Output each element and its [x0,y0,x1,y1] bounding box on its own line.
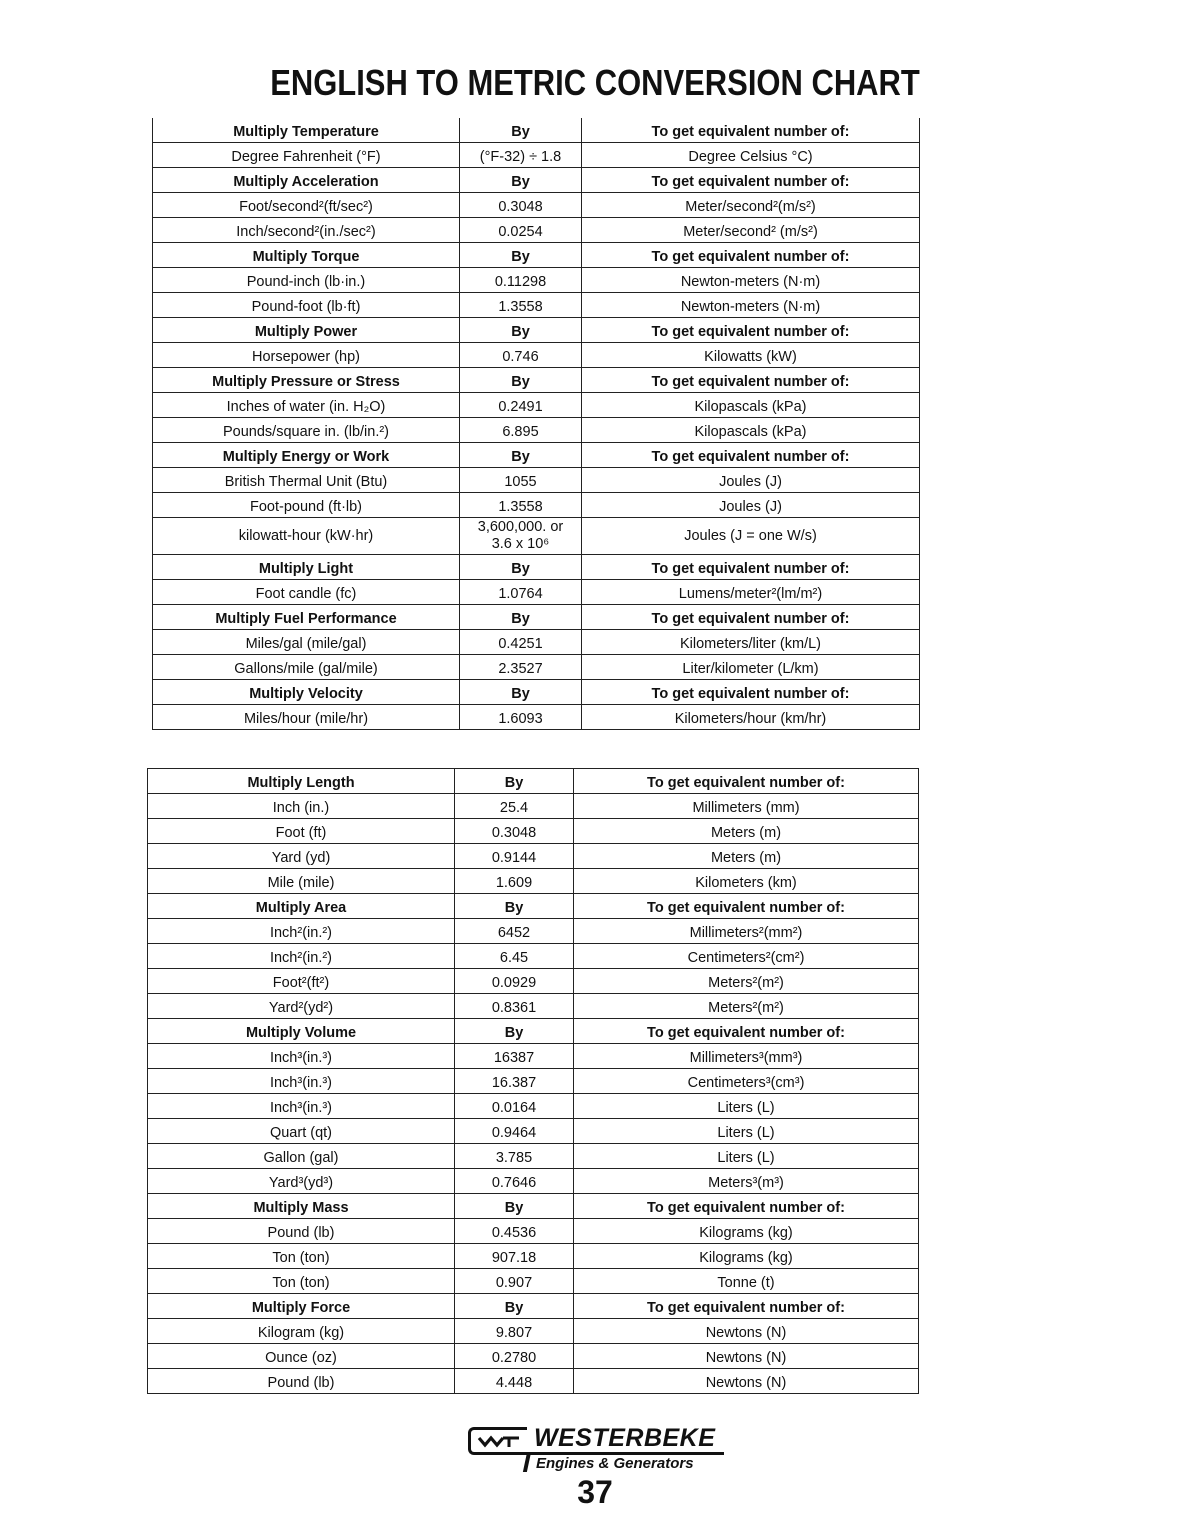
factor-cell: 0.4251 [460,630,582,655]
table-row [148,1219,919,1244]
by-header-cell: By [460,555,582,580]
from-unit-cell: Inch (in.) [148,794,455,819]
result-header-cell: To get equivalent number of: [582,368,920,393]
from-unit-cell: Inch³(in.³) [148,1069,455,1094]
table-row [148,1319,919,1344]
by-header-cell: By [455,894,574,919]
section-header-row [153,605,920,630]
to-unit-cell: Meter/second² (m/s²) [582,218,920,243]
from-unit-cell: Foot/second²(ft/sec²) [153,193,460,218]
section-title-cell: Multiply Acceleration [153,168,460,193]
table-row [148,994,919,1019]
factor-cell: 9.807 [455,1319,574,1344]
section-title-cell: Multiply Temperature [153,118,460,143]
by-header-cell: By [460,168,582,193]
from-unit-cell: Foot (ft) [148,819,455,844]
table-row [148,844,919,869]
to-unit-cell: Joules (J) [582,468,920,493]
table-row [153,393,920,418]
from-unit-cell: kilowatt-hour (kW·hr) [153,518,460,555]
by-header-cell: By [455,1019,574,1044]
section-header-row [153,680,920,705]
from-unit-cell: Foot-pound (ft·lb) [153,493,460,518]
factor-cell: 1.6093 [460,705,582,730]
from-unit-cell: Foot²(ft²) [148,969,455,994]
factor-cell: 0.2780 [455,1344,574,1369]
section-title-cell: Multiply Volume [148,1019,455,1044]
table-row [148,1144,919,1169]
table-row [153,193,920,218]
factor-cell: 0.7646 [455,1169,574,1194]
table-row [148,1119,919,1144]
section-title-cell: Multiply Velocity [153,680,460,705]
from-unit-cell: Inch³(in.³) [148,1094,455,1119]
table-row [153,293,920,318]
to-unit-cell: Meters (m) [574,819,919,844]
table-row [148,819,919,844]
section-title-cell: Multiply Area [148,894,455,919]
conversion-table-lower [147,768,919,1394]
table-row [153,468,920,493]
table-row [153,143,920,168]
table-row [148,869,919,894]
from-unit-cell: Inches of water (in. H₂O) [153,393,460,418]
by-header-cell: By [460,243,582,268]
table-row [148,1244,919,1269]
table-row [153,518,920,555]
from-unit-cell: Inch²(in.²) [148,944,455,969]
from-unit-cell: Foot candle (fc) [153,580,460,605]
table-row [153,655,920,680]
section-header-row [153,118,920,143]
table-row [153,630,920,655]
section-title-cell: Multiply Light [153,555,460,580]
from-unit-cell: Inch/second²(in./sec²) [153,218,460,243]
factor-cell: 0.9144 [455,844,574,869]
to-unit-cell: Millimeters²(mm²) [574,919,919,944]
table-row [148,1169,919,1194]
result-header-cell: To get equivalent number of: [582,680,920,705]
to-unit-cell: Meters²(m²) [574,994,919,1019]
table-row [148,1369,919,1394]
by-header-cell: By [460,605,582,630]
to-unit-cell: Newtons (N) [574,1344,919,1369]
to-unit-cell: Meters²(m²) [574,969,919,994]
westerbeke-logo [468,1424,728,1474]
factor-cell [460,518,582,555]
factor-cell: 6.45 [455,944,574,969]
result-header-cell: To get equivalent number of: [582,443,920,468]
to-unit-cell: Centimeters³(cm³) [574,1069,919,1094]
factor-cell: 0.907 [455,1269,574,1294]
section-header-row [153,443,920,468]
table-row [148,969,919,994]
to-unit-cell: Newton-meters (N·m) [582,268,920,293]
by-header-cell: By [455,1194,574,1219]
to-unit-cell: Liters (L) [574,1119,919,1144]
to-unit-cell: Kilometers/liter (km/L) [582,630,920,655]
factor-cell: 0.0929 [455,969,574,994]
section-title-cell: Multiply Fuel Performance [153,605,460,630]
from-unit-cell: Pound-inch (lb·in.) [153,268,460,293]
from-unit-cell: Pound (lb) [148,1369,455,1394]
to-unit-cell: Meters³(m³) [574,1169,919,1194]
to-unit-cell: Tonne (t) [574,1269,919,1294]
result-header-cell: To get equivalent number of: [574,894,919,919]
to-unit-cell: Newtons (N) [574,1369,919,1394]
factor-cell: 907.18 [455,1244,574,1269]
section-header-row [153,168,920,193]
from-unit-cell: Pounds/square in. (lb/in.²) [153,418,460,443]
factor-cell: 1.609 [455,869,574,894]
result-header-cell: To get equivalent number of: [582,605,920,630]
to-unit-cell: Meters (m) [574,844,919,869]
factor-cell: 0.0254 [460,218,582,243]
from-unit-cell: Ton (ton) [148,1269,455,1294]
to-unit-cell: Kilometers/hour (km/hr) [582,705,920,730]
section-title-cell: Multiply Mass [148,1194,455,1219]
from-unit-cell: Yard³(yd³) [148,1169,455,1194]
to-unit-cell: Centimeters²(cm²) [574,944,919,969]
section-title-cell: Multiply Power [153,318,460,343]
by-header-cell: By [460,443,582,468]
section-header-row [148,1019,919,1044]
section-header-row [153,368,920,393]
factor-cell: 0.3048 [460,193,582,218]
factor-cell: 0.11298 [460,268,582,293]
to-unit-cell: Millimeters³(mm³) [574,1044,919,1069]
factor-cell: 0.3048 [455,819,574,844]
from-unit-cell: Quart (qt) [148,1119,455,1144]
table-row [148,1044,919,1069]
table-row [153,580,920,605]
to-unit-cell: Kilograms (kg) [574,1244,919,1269]
factor-cell: 6452 [455,919,574,944]
to-unit-cell: Lumens/meter²(lm/m²) [582,580,920,605]
result-header-cell: To get equivalent number of: [574,1194,919,1219]
result-header-cell: To get equivalent number of: [582,318,920,343]
by-header-cell: By [455,769,574,794]
table-row [153,493,920,518]
page-number: 37 [577,1474,613,1510]
from-unit-cell: Kilogram (kg) [148,1319,455,1344]
factor-cell: 16387 [455,1044,574,1069]
table-row [153,705,920,730]
from-unit-cell: British Thermal Unit (Btu) [153,468,460,493]
to-unit-cell: Liter/kilometer (L/km) [582,655,920,680]
table-row [148,919,919,944]
to-unit-cell: Newtons (N) [574,1319,919,1344]
from-unit-cell: Degree Fahrenheit (°F) [153,143,460,168]
from-unit-cell: Ton (ton) [148,1244,455,1269]
section-title-cell: Multiply Pressure or Stress [153,368,460,393]
to-unit-cell: Millimeters (mm) [574,794,919,819]
result-header-cell: To get equivalent number of: [582,555,920,580]
section-title-cell: Multiply Energy or Work [153,443,460,468]
result-header-cell: To get equivalent number of: [582,118,920,143]
table-row [153,268,920,293]
table-row [153,418,920,443]
factor-cell: 0.4536 [455,1219,574,1244]
result-header-cell: To get equivalent number of: [574,769,919,794]
factor-line: 3.6 x 10⁶ [491,536,550,552]
result-header-cell: To get equivalent number of: [574,1294,919,1319]
from-unit-cell: Yard²(yd²) [148,994,455,1019]
factor-cell: 0.746 [460,343,582,368]
section-header-row [153,318,920,343]
section-title-cell: Multiply Torque [153,243,460,268]
logo-w-mark [477,1432,521,1450]
from-unit-cell: Inch³(in.³) [148,1044,455,1069]
logo-emblem [468,1427,527,1455]
factor-cell: 1055 [460,468,582,493]
factor-cell: 4.448 [455,1369,574,1394]
from-unit-cell: Miles/hour (mile/hr) [153,705,460,730]
from-unit-cell: Gallons/mile (gal/mile) [153,655,460,680]
table-row [153,218,920,243]
from-unit-cell: Pound (lb) [148,1219,455,1244]
by-header-cell: By [460,118,582,143]
from-unit-cell: Yard (yd) [148,844,455,869]
factor-cell: 25.4 [455,794,574,819]
factor-cell: 2.3527 [460,655,582,680]
from-unit-cell: Ounce (oz) [148,1344,455,1369]
table-row [148,1269,919,1294]
to-unit-cell: Liters (L) [574,1094,919,1119]
factor-cell: (°F-32) ÷ 1.8 [460,143,582,168]
factor-line: 3,600,000. or [477,519,564,535]
factor-cell: 16.387 [455,1069,574,1094]
conversion-table-upper [152,118,920,730]
from-unit-cell: Miles/gal (mile/gal) [153,630,460,655]
by-header-cell: By [460,368,582,393]
to-unit-cell: Degree Celsius °C) [582,143,920,168]
table-row [148,1344,919,1369]
by-header-cell: By [460,318,582,343]
result-header-cell: To get equivalent number of: [574,1019,919,1044]
by-header-cell: By [460,680,582,705]
to-unit-cell: Kilopascals (kPa) [582,393,920,418]
section-header-row [148,1194,919,1219]
section-header-row [153,243,920,268]
section-header-row [148,769,919,794]
to-unit-cell: Newton-meters (N·m) [582,293,920,318]
from-unit-cell: Horsepower (hp) [153,343,460,368]
logo-stem [523,1452,531,1472]
to-unit-cell: Kilometers (km) [574,869,919,894]
to-unit-cell: Kilowatts (kW) [582,343,920,368]
factor-cell: 0.0164 [455,1094,574,1119]
table-row [148,794,919,819]
result-header-cell: To get equivalent number of: [582,243,920,268]
factor-cell: 3.785 [455,1144,574,1169]
result-header-cell: To get equivalent number of: [582,168,920,193]
table-row [148,944,919,969]
to-unit-cell: Joules (J = one W/s) [582,518,920,555]
logo-tagline: Engines & Generators [536,1455,694,1472]
by-header-cell: By [455,1294,574,1319]
from-unit-cell: Gallon (gal) [148,1144,455,1169]
section-header-row [148,894,919,919]
factor-cell: 0.9464 [455,1119,574,1144]
from-unit-cell: Pound-foot (lb·ft) [153,293,460,318]
section-title-cell: Multiply Force [148,1294,455,1319]
section-header-row [148,1294,919,1319]
table-row [153,343,920,368]
to-unit-cell: Liters (L) [574,1144,919,1169]
table-row [148,1069,919,1094]
to-unit-cell: Meter/second²(m/s²) [582,193,920,218]
factor-cell: 1.3558 [460,293,582,318]
section-title-cell: Multiply Length [148,769,455,794]
factor-cell: 1.0764 [460,580,582,605]
factor-cell: 6.895 [460,418,582,443]
from-unit-cell: Mile (mile) [148,869,455,894]
section-header-row [153,555,920,580]
logo-brand-name: WESTERBEKE [534,1424,716,1452]
to-unit-cell: Kilopascals (kPa) [582,418,920,443]
factor-cell: 0.2491 [460,393,582,418]
to-unit-cell: Kilograms (kg) [574,1219,919,1244]
table-row [148,1094,919,1119]
factor-cell: 1.3558 [460,493,582,518]
factor-cell: 0.8361 [455,994,574,1019]
to-unit-cell: Joules (J) [582,493,920,518]
from-unit-cell: Inch²(in.²) [148,919,455,944]
page-title: ENGLISH TO METRIC CONVERSION CHART [270,62,920,103]
